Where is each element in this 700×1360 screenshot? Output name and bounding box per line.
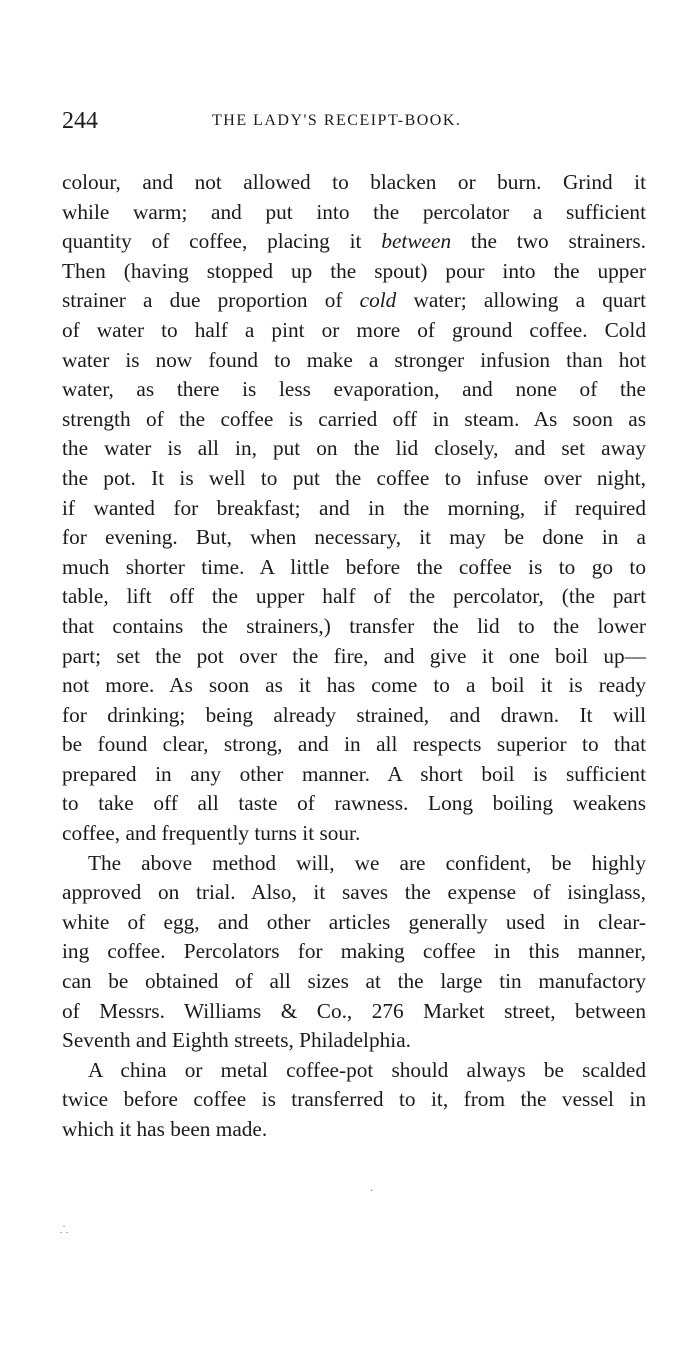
text-line — [62, 198, 646, 228]
text-line — [62, 908, 646, 938]
text-segment: of Messrs. Williams & Co., 276 Market street, between — [62, 998, 646, 1023]
text-segment: be found clear, strong, and in all respects superior to that — [62, 732, 646, 757]
text-segment: which it has been made. — [62, 1117, 268, 1141]
text-segment: to take off all taste of rawness. Long boiling weakens — [62, 791, 646, 816]
text-line — [62, 612, 646, 642]
scan-speck: ⸫ — [60, 1225, 69, 1236]
text-segment: if wanted for breakfast; and in the morning, if required — [62, 495, 646, 520]
text-line — [62, 434, 646, 464]
text-line — [62, 997, 646, 1027]
text-segment: for evening. But, when necessary, it may be done in a — [62, 525, 646, 550]
text-line — [62, 227, 646, 257]
text-segment: of water to half a pint or more of ground coffee. Cold — [62, 317, 646, 342]
text-segment: coffee, and frequently turns it sour. — [62, 821, 361, 846]
text-segment: the water is all in, put on the lid closely, and set away — [62, 436, 646, 461]
text-segment: The above method will, we are confident, be highly — [88, 850, 646, 875]
text-line — [62, 878, 646, 908]
text-line — [62, 582, 646, 612]
text-segment: table, lift off the upper half of the percolator, (the part — [62, 584, 646, 609]
text-line — [62, 346, 646, 376]
text-segment: twice before coffee is transferred to it, from the vessel in — [62, 1087, 646, 1112]
page-number: 244 — [62, 108, 98, 134]
text-line — [62, 730, 646, 760]
text-line — [62, 1026, 646, 1056]
text-line — [62, 760, 646, 790]
text-segment: that contains the strainers,) transfer the lid to the lower — [62, 613, 646, 638]
text-line — [62, 553, 646, 583]
text-line — [62, 464, 646, 494]
text-segment: colour, and not allowed to blacken or burn. Grind it — [62, 170, 646, 194]
text-line — [62, 967, 646, 997]
text-segment: strength of the coffee is carried off in steam. As soon as — [62, 406, 646, 431]
text-segment: water, as there is less evaporation, and none of the — [62, 377, 646, 402]
scan-speck: · — [370, 1186, 374, 1197]
text-line — [62, 286, 646, 316]
text-line — [62, 523, 646, 553]
text-segment: for drinking; being already strained, and drawn. It will — [62, 702, 646, 727]
text-segment: quantity of coffee, placing it — [62, 229, 382, 254]
text-segment: part; set the pot over the fire, and give it one boil up— — [62, 643, 646, 668]
text-line — [62, 375, 646, 405]
text-segment: prepared in any other manner. A short boil is sufficient — [62, 761, 646, 786]
text-line — [62, 789, 646, 819]
text-segment: the pot. It is well to put the coffee to infuse over night, — [62, 465, 646, 490]
text-line — [62, 937, 646, 967]
text-segment: A china or metal coffee-pot should always be scalded — [88, 1057, 646, 1082]
text-segment: can be obtained of all sizes at the large tin manufactory — [62, 969, 646, 994]
text-line — [62, 494, 646, 524]
text-line — [62, 168, 646, 198]
text-segment: water is now found to make a stronger infusion than hot — [62, 347, 646, 372]
text-line — [62, 1056, 646, 1086]
text-segment: approved on trial. Also, it saves the expense of isinglass, — [62, 880, 646, 905]
text-segment: the two strainers. — [451, 229, 646, 254]
text-segment: white of egg, and other articles generally used in clear- — [62, 909, 646, 934]
text-line — [62, 642, 646, 672]
text-line — [62, 849, 646, 879]
text-segment: Then (having stopped up the spout) pour into the upper — [62, 258, 646, 283]
text-line — [62, 316, 646, 346]
page-body-text — [62, 168, 646, 1145]
text-segment: much shorter time. A little before the coffee is to go to — [62, 554, 646, 579]
text-line — [62, 1085, 646, 1115]
text-line — [62, 701, 646, 731]
running-head: THE LADY'S RECEIPT-BOOK. — [212, 112, 462, 129]
text-line — [62, 1115, 646, 1145]
text-segment: not more. As soon as it has come to a boil it is ready — [62, 673, 646, 698]
italic-text: between — [381, 229, 452, 254]
italic-text: cold — [359, 288, 397, 313]
page-header — [62, 108, 646, 138]
text-segment: strainer a due proportion of — [62, 288, 360, 313]
text-segment: water; allowing a quart — [396, 288, 646, 313]
text-line — [62, 819, 646, 849]
text-line — [62, 671, 646, 701]
text-segment: ing coffee. Percolators for making coffee in this manner, — [62, 939, 646, 964]
text-line — [62, 405, 646, 435]
text-segment: while warm; and put into the percolator a sufficient — [62, 199, 646, 224]
text-line — [62, 257, 646, 287]
text-segment: Seventh and Eighth streets, Philadelphia. — [62, 1028, 411, 1053]
